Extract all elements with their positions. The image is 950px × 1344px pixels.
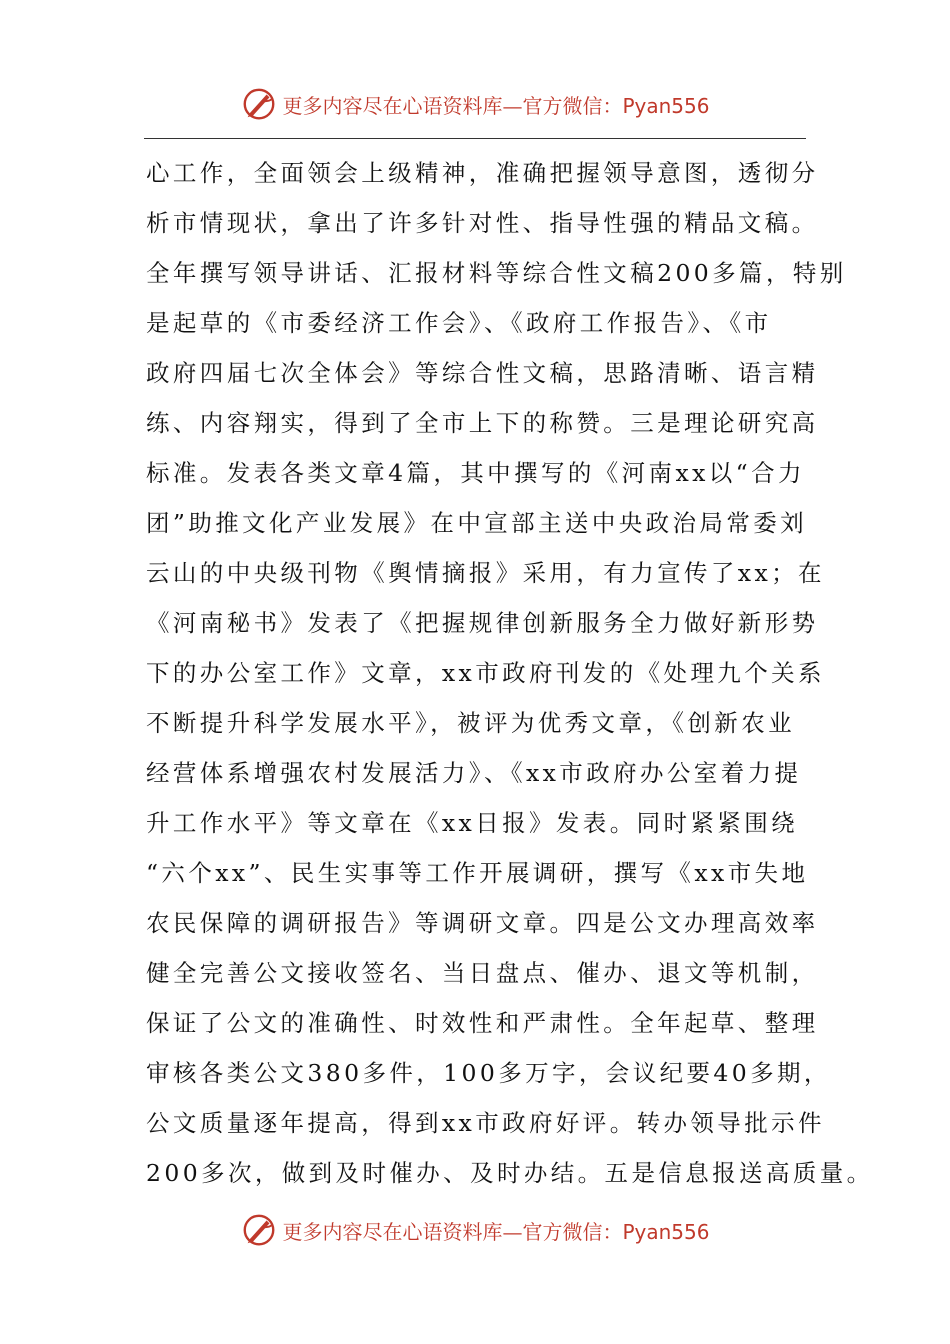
pen-logo-icon <box>240 85 278 123</box>
body-line: 全年撰写领导讲话、汇报材料等综合性文稿200多篇，特别 <box>146 259 847 287</box>
header-separator: — <box>502 93 523 118</box>
body-line: 是起草的《市委经济工作会》、《政府工作报告》、《市 <box>146 309 772 337</box>
header-banner <box>0 84 950 124</box>
body-line: 健全完善公文接收签名、当日盘点、催办、退文等机制， <box>146 959 819 987</box>
body-line: 保证了公文的准确性、时效性和严肃性。全年起草、整理 <box>146 1009 819 1037</box>
document-body <box>146 148 874 1198</box>
body-line: 经营体系增强农村发展活力》、《xx市政府办公室着力提 <box>146 759 802 787</box>
footer-banner <box>0 1210 950 1250</box>
body-line: 不断提升科学发展水平》，被评为优秀文章，《创新农业 <box>146 709 795 737</box>
body-line: 析市情现状，拿出了许多针对性、指导性强的精品文稿。 <box>146 209 819 237</box>
body-line: 练、内容翔实，得到了全市上下的称赞。三是理论研究高 <box>146 409 819 437</box>
footer-wechat-text: 官方微信：Pyan556 <box>522 1219 710 1244</box>
body-line: 心工作，全面领会上级精神，准确把握领导意图，透彻分 <box>146 159 819 187</box>
body-line: 团”助推文化产业发展》在中宣部主送中央政治局常委刘 <box>146 509 808 537</box>
header-brand-text: 更多内容尽在心语资料库 <box>282 93 503 118</box>
body-line: 200多次，做到及时催办、及时办结。五是信息报送高质量。 <box>146 1159 874 1187</box>
body-line: 云山的中央级刊物《舆情摘报》采用，有力宣传了xx；在 <box>146 559 825 587</box>
header-divider <box>144 138 806 139</box>
header-wechat-text: 官方微信：Pyan556 <box>522 93 710 118</box>
footer-banner-text <box>282 1216 709 1245</box>
body-line: 审核各类公文380多件，100多万字，会议纪要40多期， <box>146 1059 831 1087</box>
footer-separator: — <box>502 1219 523 1244</box>
body-line: 政府四届七次全体会》等综合性文稿，思路清晰、语言精 <box>146 359 819 387</box>
body-line: 标准。发表各类文章4篇，其中撰写的《河南xx以“合力 <box>146 459 805 487</box>
pen-logo-icon <box>240 1211 278 1249</box>
body-line: 公文质量逐年提高，得到xx市政府好评。转办领导批示件 <box>146 1109 825 1137</box>
body-line: 下的办公室工作》文章，xx市政府刊发的《处理九个关系 <box>146 659 825 687</box>
body-line: “六个xx”、民生实事等工作开展调研，撰写《xx市失地 <box>146 859 809 887</box>
body-line: 《河南秘书》发表了《把握规律创新服务全力做好新形势 <box>146 609 819 637</box>
footer-brand-text: 更多内容尽在心语资料库 <box>282 1219 503 1244</box>
header-banner-text <box>282 90 709 119</box>
body-line: 农民保障的调研报告》等调研文章。四是公文办理高效率 <box>146 909 819 937</box>
body-line: 升工作水平》等文章在《xx日报》发表。同时紧紧围绕 <box>146 809 799 837</box>
